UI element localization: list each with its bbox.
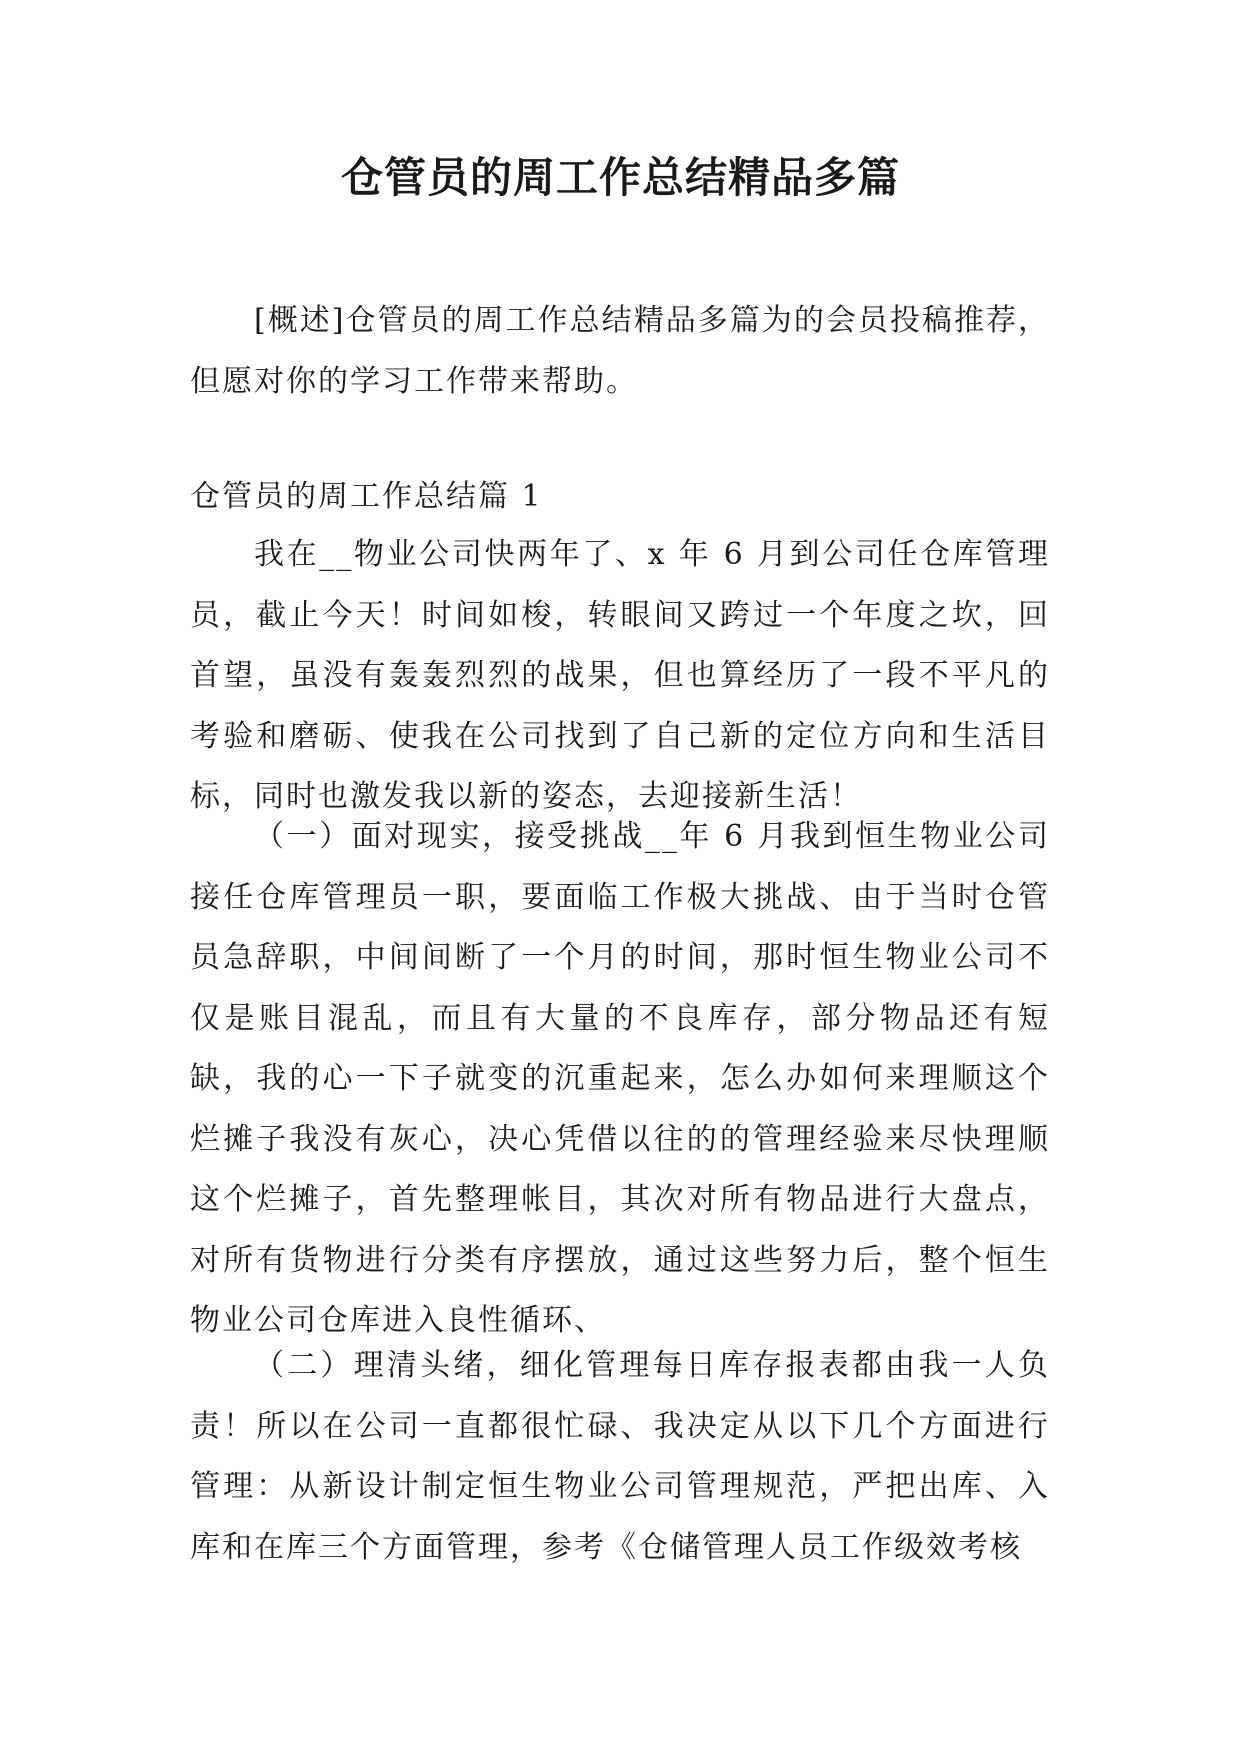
body-paragraph-2: （一）面对现实，接受挑战__年 6 月我到恒生物业公司接任仓库管理员一职，要面临工作极大挑战、由于当时仓管员急辞职，中间间断了一个月的时间，那时恒生物业公司不仅是账目混乱，而且有大量的不良库存，部分物品还有短缺，我的心一下子就变的沉重起来，怎么办如何来理顺这个烂摊子我没有灰心，决心凭借以往的的管理经验来尽快理顺这个烂摊子，首先整理帐目，其次对所有物品进行大盘点，对所有货物进行分类有序摆放，通过这些努力后，整个恒生物业公司仓库进入良性循环、: [190, 819, 1050, 1338]
summary-paragraph: [概述]仓管员的周工作总结精品多篇为的会员投稿推荐，但愿对你的学习工作带来帮助。: [190, 303, 1050, 399]
body-paragraph-3: （二）理清头绪，细化管理每日库存报表都由我一人负责！所以在公司一直都很忙碌、我决定从以下几个方面进行管理：从新设计制定恒生物业公司管理规范，严把出库、入库和在库三个方面管理，参考《仓储管理人员工作级效考核: [190, 1348, 1050, 1565]
section-heading: 仓管员的周工作总结篇 1: [190, 479, 543, 514]
document-title: 仓管员的周工作总结精品多篇: [340, 153, 900, 202]
body-paragraph-1: 我在__物业公司快两年了、x 年 6 月到公司任仓库管理员，截止今天！时间如梭，转眼间又跨过一个年度之坎，回首望，虽没有轰轰烈烈的战果，但也算经历了一段不平凡的考验和磨砺、使我在公司找到了自己新的定位方向和生活目标，同时也激发我以新的姿态，去迎接新生活！: [190, 537, 1050, 814]
